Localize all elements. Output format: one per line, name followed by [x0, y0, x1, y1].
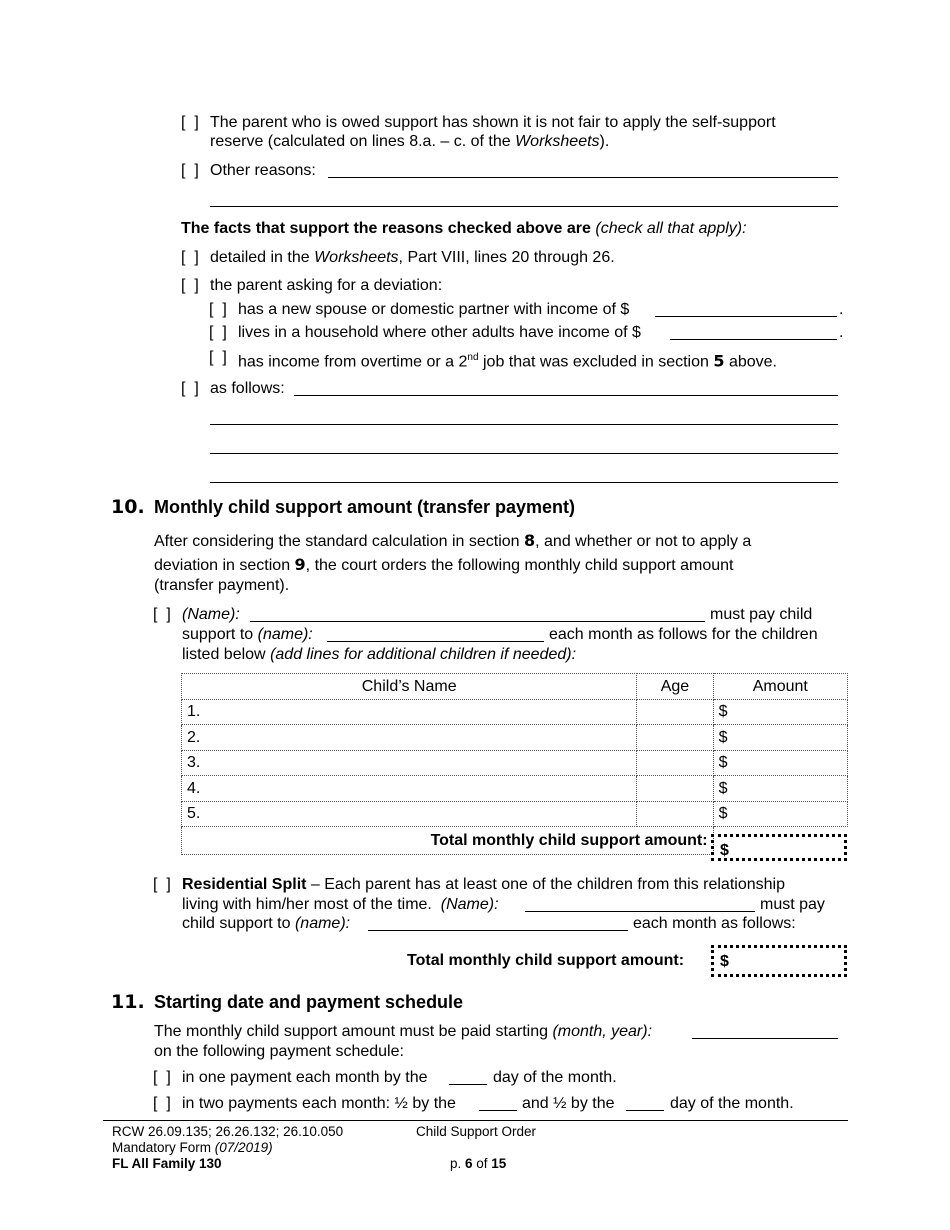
- one-payment-text-b: day of the month.: [493, 1069, 617, 1086]
- footer-rcw: RCW 26.09.135; 26.26.132; 26.10.050: [112, 1124, 344, 1139]
- each-month-as-follows-text: each month as follows:: [633, 915, 796, 932]
- start-date-field[interactable]: [692, 1038, 838, 1039]
- footer-title: Child Support Order: [416, 1124, 537, 1139]
- table-row[interactable]: [182, 776, 848, 802]
- as-follows-field-line3[interactable]: [210, 453, 838, 454]
- sub-overtime: has income from overtime or a 2nd job that was excluded in section 5 above.: [238, 351, 777, 371]
- header-amount: Amount: [713, 674, 847, 700]
- fact-parent-asking: the parent asking for a deviation:: [210, 277, 443, 294]
- split-total-amount-field[interactable]: $: [711, 945, 847, 977]
- section-11-number: 11.: [111, 991, 145, 1013]
- one-payment-day-field[interactable]: [449, 1084, 487, 1085]
- spouse-income-field[interactable]: [655, 316, 837, 317]
- children-table: [181, 673, 848, 855]
- child-age-cell[interactable]: [637, 801, 713, 827]
- table-row[interactable]: [182, 699, 848, 725]
- total-label: Total monthly child support amount:: [182, 827, 714, 855]
- must-pay-child-text: must pay child: [710, 606, 813, 623]
- sub-household: lives in a household where other adults have income of $: [238, 324, 641, 341]
- section-11-title: Starting date and payment schedule: [154, 992, 464, 1012]
- section-10-title: Monthly child support amount (transfer payment): [154, 497, 576, 517]
- as-follows-field-line2[interactable]: [210, 424, 838, 425]
- two-payments-day2-field[interactable]: [626, 1110, 664, 1111]
- checkbox-other-reasons[interactable]: [ ]: [181, 162, 199, 179]
- payer-name-field[interactable]: [250, 621, 705, 622]
- child-age-cell[interactable]: [637, 776, 713, 802]
- two-payments-day1-field[interactable]: [479, 1110, 517, 1111]
- checkbox-two-payments[interactable]: [ ]: [153, 1095, 171, 1112]
- two-payments-text-c: day of the month.: [670, 1095, 794, 1112]
- must-pay-text: must pay: [760, 896, 825, 913]
- table-row[interactable]: [182, 801, 848, 827]
- checkbox-self-support[interactable]: [ ]: [181, 114, 199, 131]
- section-10-intro-line2: deviation in section 9, the court orders the following monthly child support amount: [154, 555, 734, 574]
- table-row[interactable]: [182, 750, 848, 776]
- one-payment-text-a: in one payment each month by the: [182, 1069, 428, 1086]
- split-total-label: Total monthly child support amount:: [407, 952, 685, 969]
- child-age-cell[interactable]: [637, 699, 713, 725]
- child-age-cell[interactable]: [637, 725, 713, 751]
- as-follows-field-line4[interactable]: [210, 482, 838, 483]
- footer-form-id: FL All Family 130: [112, 1156, 222, 1171]
- payee-name-field[interactable]: [327, 641, 544, 642]
- header-childs-name: Child’s Name: [182, 674, 637, 700]
- checkbox-household[interactable]: [ ]: [209, 324, 227, 341]
- child-name-cell[interactable]: 3.: [182, 750, 637, 776]
- table-row[interactable]: [182, 725, 848, 751]
- household-income-field[interactable]: [670, 339, 837, 340]
- child-name-cell[interactable]: 4.: [182, 776, 637, 802]
- footer-page-number: p. 6 of 15: [450, 1156, 507, 1171]
- payer-name-label: (Name):: [182, 606, 240, 623]
- total-amount-field[interactable]: $: [711, 834, 847, 861]
- child-amount-cell[interactable]: $: [713, 750, 847, 776]
- as-follows-label: as follows:: [210, 380, 285, 397]
- two-payments-text-a: in two payments each month: ½ by the: [182, 1095, 456, 1112]
- as-follows-field[interactable]: [294, 395, 838, 396]
- checkbox-residential-split[interactable]: [ ]: [153, 876, 171, 893]
- period: .: [839, 301, 844, 318]
- checkbox-new-spouse[interactable]: [ ]: [209, 301, 227, 318]
- section-10-intro-line1: After considering the standard calculation in section 8, and whether or not to apply a: [154, 531, 752, 550]
- child-amount-cell[interactable]: $: [713, 725, 847, 751]
- residential-split-line1: Residential Split – Each parent has at least one of the children from this relationship: [182, 876, 785, 893]
- reason-self-support-line2: reserve (calculated on lines 8.a. – c. of the Worksheets).: [210, 133, 610, 150]
- child-amount-cell[interactable]: $: [713, 801, 847, 827]
- living-with-text: living with him/her most of the time. (Name):: [182, 896, 499, 913]
- child-age-cell[interactable]: [637, 750, 713, 776]
- payment-schedule-line: on the following payment schedule:: [154, 1043, 404, 1060]
- sub-new-spouse: has a new spouse or domestic partner with income of $: [238, 301, 630, 318]
- reason-self-support-line1: The parent who is owed support has shown it is not fair to apply the self-support: [210, 114, 776, 131]
- checkbox-fact-parent-asking[interactable]: [ ]: [181, 277, 199, 294]
- split-payer-name-field[interactable]: [525, 911, 755, 912]
- child-amount-cell[interactable]: $: [713, 776, 847, 802]
- fact-worksheets: detailed in the Worksheets, Part VIII, lines 20 through 26.: [210, 249, 615, 266]
- split-payee-name-field[interactable]: [368, 930, 628, 931]
- start-date-line: The monthly child support amount must be paid starting (month, year):: [154, 1023, 653, 1040]
- support-to-text: support to (name):: [182, 626, 313, 643]
- child-name-cell[interactable]: 1.: [182, 699, 637, 725]
- facts-heading: The facts that support the reasons checked above are (check all that apply):: [181, 220, 747, 237]
- other-reasons-label: Other reasons:: [210, 162, 316, 179]
- child-support-to-text: child support to (name):: [182, 915, 351, 932]
- child-name-cell[interactable]: 2.: [182, 725, 637, 751]
- two-payments-text-b: and ½ by the: [522, 1095, 615, 1112]
- listed-below-text: listed below (add lines for additional children if needed):: [182, 646, 577, 663]
- footer-mandatory: Mandatory Form (07/2019): [112, 1140, 273, 1155]
- each-month-children-text: each month as follows for the children: [549, 626, 818, 643]
- checkbox-payer[interactable]: [ ]: [153, 606, 171, 623]
- other-reasons-field[interactable]: [328, 177, 838, 178]
- checkbox-fact-worksheets[interactable]: [ ]: [181, 249, 199, 266]
- footer-divider: [103, 1120, 848, 1121]
- section-10-intro-line3: (transfer payment).: [154, 577, 290, 594]
- table-header-row: [182, 674, 848, 700]
- child-name-cell[interactable]: 5.: [182, 801, 637, 827]
- child-amount-cell[interactable]: $: [713, 699, 847, 725]
- checkbox-one-payment[interactable]: [ ]: [153, 1069, 171, 1086]
- other-reasons-field-line2[interactable]: [210, 206, 838, 207]
- checkbox-as-follows[interactable]: [ ]: [181, 380, 199, 397]
- section-10-number: 10.: [111, 496, 145, 518]
- checkbox-overtime[interactable]: [ ]: [209, 349, 227, 366]
- header-age: Age: [637, 674, 713, 700]
- period: .: [839, 324, 844, 341]
